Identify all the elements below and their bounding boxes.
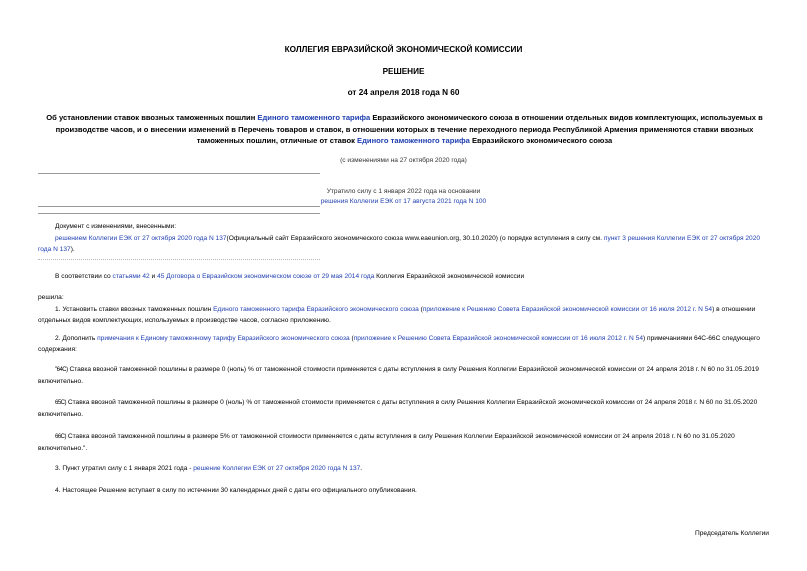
item2-link-annex[interactable]: приложение к Решению Совета Евразийской экономической комиссии от 16 июля 2012 г. N 54 (353, 335, 643, 342)
item-4: 4. Настоящее Решение вступает в силу по истечении 30 календарных дней с даты его официального опубликования. (55, 487, 417, 494)
note-text: Ставка ввозной таможенной пошлины в размере 0 (ноль) % от таможенной стоимости применяется с даты вступления в силу Решения Коллегии Евразийской экономической комиссии от 24 апреля 2018 г. N 60 по 31.05.2019 включительно. (38, 366, 759, 385)
title-text: Евразийского экономического союза в отношении отдельных видов комплектующих, используемых в производстве часов, и о внесении изменений в Перечень товаров и ставок, в отношении которых в течение переходного периода Республикой Армения применяются ставки ввозных таможенных пошлин, отличные от ставок (55, 113, 763, 145)
preamble-text: Коллегия Евразийской экономической комиссии (374, 273, 525, 280)
note-65c (38, 397, 775, 420)
item3-link-decision[interactable]: решение Коллегии ЕЭК от 27 октября 2020 года N 137 (193, 465, 361, 472)
changes-heading: Документ с изменениями, внесенными: (55, 223, 177, 230)
item-text: ( (418, 306, 423, 313)
signature: Председатель Коллегии (695, 530, 769, 537)
date-number: от 24 апреля 2018 года N 60 (347, 88, 460, 97)
org-heading: КОЛЛЕГИЯ ЕВРАЗИЙСКОЙ ЭКОНОМИЧЕСКОЙ КОМИССИИ (284, 45, 523, 54)
expired-decision-link[interactable]: решения Коллегии ЕЭК от 17 августа 2021 года N 100 (320, 198, 487, 205)
preamble-text: В соответствии со (55, 273, 113, 280)
divider (38, 173, 320, 174)
item-text: . (360, 465, 363, 472)
item-text: ) в отношении отдельных видов комплектующих, используемых в производстве часов, согласно приложению. (38, 306, 756, 324)
divider (38, 213, 320, 214)
note-text: Ставка ввозной таможенной пошлины в размере 0 (ноль) % от таможенной стоимости применяется с даты вступления в силу Решения Коллегии Евразийской экономической комиссии от 24 апреля 2018 г. N 60 по 31.05.2020 включительно. (38, 399, 758, 418)
preamble-link-treaty[interactable]: 45 Договора о Евразийском экономическом союзе от 29 мая 2014 года (157, 273, 375, 280)
title-link-ett-1[interactable]: Единого таможенного тарифа (257, 113, 371, 122)
amended-note: (с изменениями на 27 октября 2020 года) (340, 157, 467, 164)
changes-text: ). (70, 246, 75, 253)
preamble (55, 271, 775, 282)
note-marker: 66С) (55, 434, 67, 440)
note-text: Ставка ввозной таможенной пошлины в размере 5% от таможенной стоимости применяется с даты вступления в силу Решения Коллегии Евразийской экономической комиссии от 24 апреля 2018 г. N 60 по 31.05.2020 включительно.". (38, 433, 735, 452)
item-text: ) примечаниями 64С-66С следующего содержания: (38, 335, 760, 353)
divider (38, 206, 320, 207)
changes-point3-link[interactable]: пункт 3 решения Коллегии ЕЭК от 27 октября 2020 года N 137 (38, 235, 761, 253)
document-title (42, 112, 767, 147)
divider-dotted (38, 259, 320, 260)
title-text: Об установлении ставок ввозных таможенных пошлин (46, 113, 258, 122)
item-text: 1. Установить ставки ввозных таможенных пошлин (55, 306, 214, 313)
note-64c (38, 364, 775, 387)
doc-type-heading: РЕШЕНИЕ (382, 67, 425, 76)
note-marker: 65С) (55, 400, 67, 406)
note-66c (38, 431, 775, 454)
note-marker: "64С) (55, 367, 68, 373)
title-link-ett-2[interactable]: Единого таможенного тарифа (357, 136, 470, 145)
item-text: 3. Пункт утратил силу с 1 января 2021 года - (55, 465, 194, 472)
item-3 (55, 463, 775, 474)
item1-link-ett[interactable]: Единого таможенного тарифа Евразийского экономического союза (213, 306, 419, 313)
decided-label: решила: (38, 294, 64, 301)
item-text: 2. Дополнить (55, 335, 98, 342)
expired-note: Утратило силу с 1 января 2022 года на основании (326, 188, 481, 195)
preamble-text: и (149, 273, 158, 280)
item2-link-notes[interactable]: примечания к Единому таможенному тарифу Евразийского экономического союза (97, 335, 350, 342)
item-2 (38, 333, 775, 355)
item-text: ( (349, 335, 354, 342)
title-text: Евразийского экономического союза (469, 136, 613, 145)
changes-decision-link[interactable]: решением Коллегии ЕЭК от 27 октября 2020 года N 137 (55, 235, 227, 242)
changes-text: (Официальный сайт Евразийского экономического союза www.eaeunion.org, 30.10.2020) (о порядке вступления в силу см. (226, 235, 604, 242)
item-1 (38, 304, 775, 326)
preamble-link-art42[interactable]: статьями 42 (112, 273, 150, 280)
changes-paragraph (38, 233, 775, 255)
item1-link-annex[interactable]: приложение к Решению Совета Евразийской экономической комиссии от 16 июля 2012 г. N 54 (422, 306, 713, 313)
